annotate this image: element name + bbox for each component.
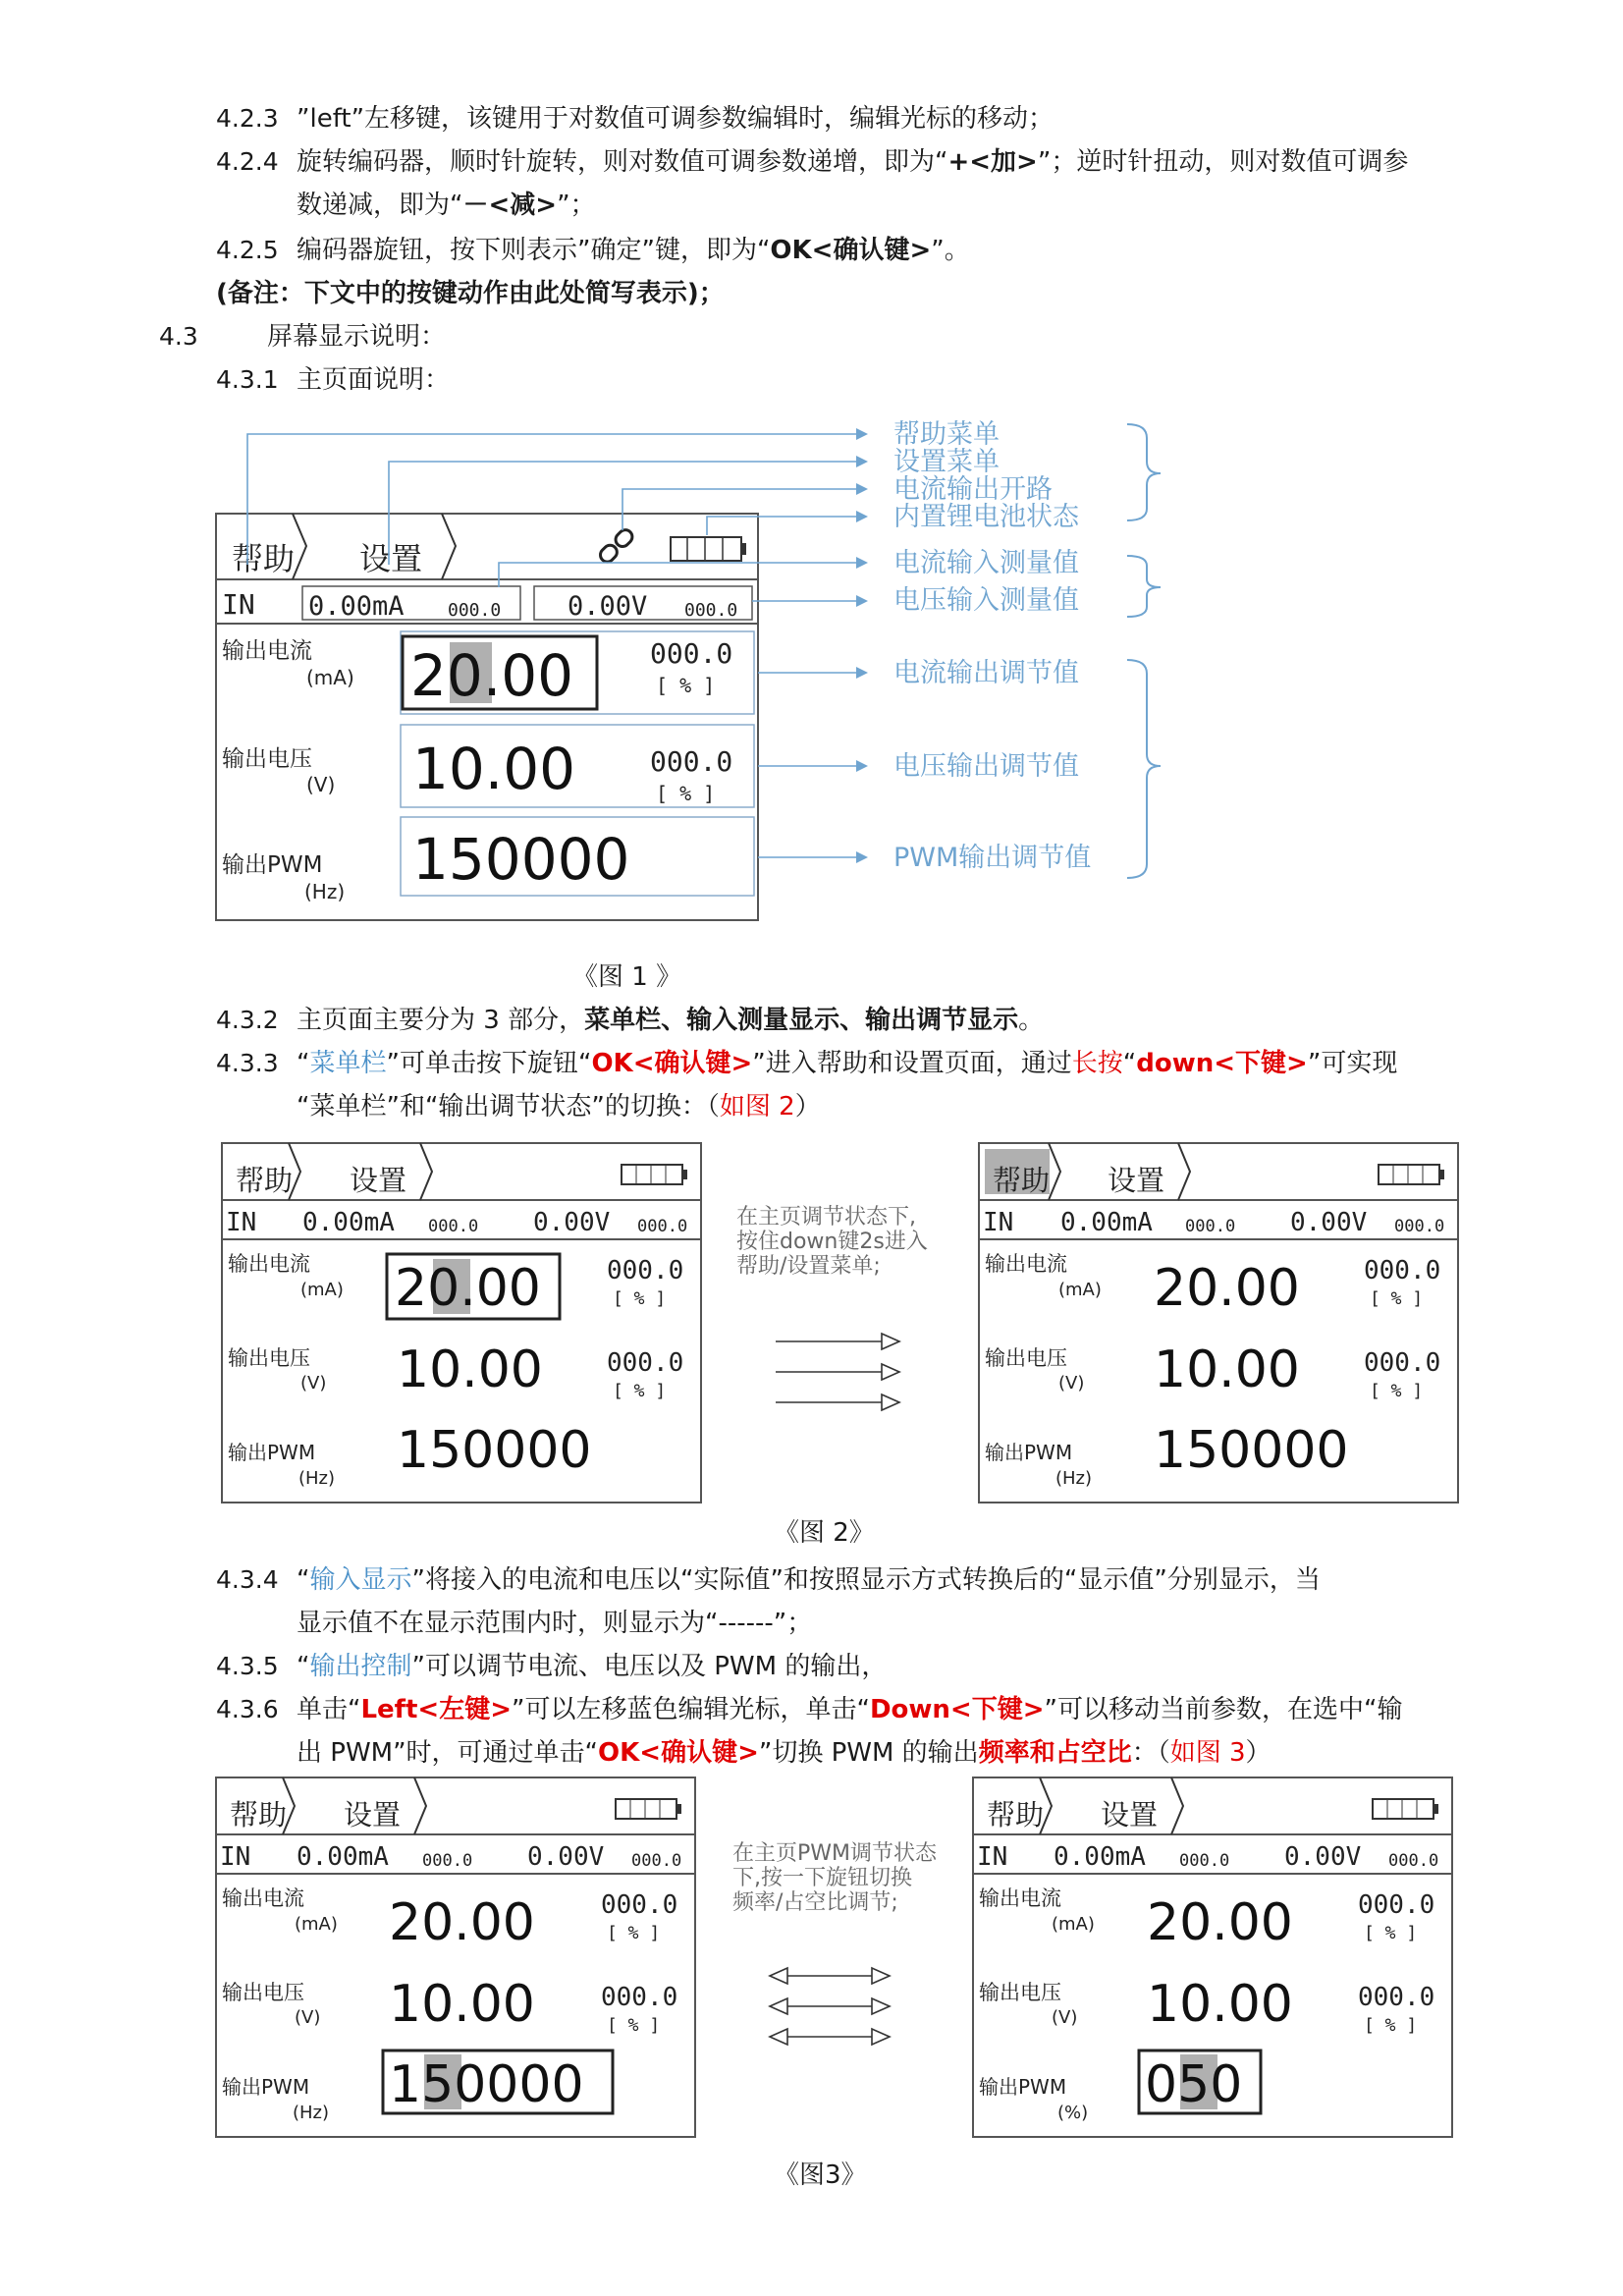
out-current-unit: (mA) bbox=[300, 1280, 344, 1300]
caption-figure-2: 《图 2》 bbox=[774, 1518, 875, 1548]
out-current-percent: 000.0 bbox=[650, 637, 733, 670]
para-number: 4.2.4 bbox=[216, 147, 279, 176]
out-pwm-value: 150000 bbox=[1154, 1421, 1349, 1480]
para-4-3-4-line2: 显示值不在显示范围内时，则显示为“------”； bbox=[297, 1609, 813, 1638]
percent-unit: [ % ] bbox=[1370, 1381, 1424, 1401]
out-voltage-percent: 000.0 bbox=[650, 745, 733, 778]
fig3-double-arrows bbox=[770, 1968, 890, 2045]
fig3-screen-right bbox=[973, 1777, 1452, 2137]
out-voltage-percent: 000.0 bbox=[1358, 1983, 1435, 2012]
out-current-unit: (mA) bbox=[295, 1914, 338, 1935]
in-current: 0.00mA bbox=[1054, 1842, 1146, 1872]
para-number: 4.3.2 bbox=[216, 1006, 279, 1034]
menu-help: 帮助 bbox=[232, 540, 296, 577]
menu-help: 帮助 bbox=[987, 1798, 1045, 1831]
para-4-3-6-line1: 单击“Left<左键>”可以左移蓝色编辑光标，单击“Down<下键>”可以移动当前参数，在选中“输 bbox=[297, 1695, 1403, 1724]
in-current-display: 000.0 bbox=[1179, 1851, 1230, 1871]
out-voltage-value: 10.00 bbox=[412, 736, 576, 802]
para-4-2-5: 编码器旋钮，按下则表示”确定”键，即为“OK<确认键>”。 bbox=[297, 236, 970, 265]
out-voltage-unit: (V) bbox=[1058, 1373, 1085, 1394]
out-pwm-label: 输出PWM bbox=[985, 1441, 1073, 1464]
annotation-settings-menu: 设置菜单 bbox=[893, 447, 1000, 477]
annotation-voltage-output: 电压输出调节值 bbox=[893, 751, 1079, 782]
out-voltage-label: 输出电压 bbox=[228, 1346, 310, 1370]
out-voltage-value: 10.00 bbox=[1147, 1975, 1293, 2034]
para-number: 4.3.1 bbox=[216, 365, 279, 394]
out-current-label: 输出电流 bbox=[222, 1886, 304, 1910]
out-voltage-unit: (V) bbox=[306, 773, 336, 796]
out-pwm-unit: (Hz) bbox=[298, 1468, 336, 1489]
out-current-label: 输出电流 bbox=[985, 1252, 1067, 1276]
out-current-percent: 000.0 bbox=[607, 1256, 684, 1285]
in-label: IN bbox=[226, 1208, 257, 1237]
out-pwm-unit: (Hz) bbox=[293, 2103, 330, 2123]
duty-value: 050 bbox=[1145, 2055, 1243, 2114]
menu-settings: 设置 bbox=[350, 1164, 407, 1197]
para-number: 4.2.3 bbox=[216, 104, 279, 133]
out-current-label: 输出电流 bbox=[228, 1252, 310, 1276]
percent-unit: [ % ] bbox=[1364, 2015, 1418, 2036]
out-pwm-label: 输出PWM bbox=[222, 852, 323, 878]
in-current: 0.00mA bbox=[297, 1842, 389, 1872]
in-current-display: 000.0 bbox=[422, 1851, 473, 1871]
duty-unit: (%) bbox=[1057, 2103, 1089, 2123]
para-4-3-4-line1: “输入显示”将接入的电流和电压以“实际值”和按照显示方式转换后的“显示值”分别显示，当 bbox=[297, 1565, 1321, 1595]
out-voltage-label: 输出电压 bbox=[979, 1981, 1061, 2004]
annotation-current-output: 电流输出调节值 bbox=[893, 658, 1079, 688]
in-label: IN bbox=[983, 1208, 1014, 1237]
out-voltage-unit: (V) bbox=[300, 1373, 327, 1394]
out-voltage-percent: 000.0 bbox=[1364, 1348, 1441, 1378]
menu-settings: 设置 bbox=[359, 540, 423, 577]
out-voltage-label: 输出电压 bbox=[222, 1981, 304, 2004]
percent-unit: [ % ] bbox=[656, 674, 716, 697]
svg-text:频率/占空比调节;: 频率/占空比调节; bbox=[732, 1890, 898, 1915]
in-voltage-display: 000.0 bbox=[631, 1851, 682, 1871]
para-4-2-3: ”left”左移键，该键用于对数值可调参数编辑时，编辑光标的移动； bbox=[297, 104, 1055, 134]
in-voltage: 0.00V bbox=[1290, 1208, 1368, 1237]
out-voltage-value: 10.00 bbox=[397, 1340, 543, 1399]
in-voltage-display: 000.0 bbox=[637, 1217, 688, 1236]
in-current: 0.00mA bbox=[308, 591, 405, 622]
out-current-percent: 000.0 bbox=[1358, 1890, 1435, 1920]
annotation-current-input: 电流输入测量值 bbox=[893, 548, 1079, 578]
section-number: 4.3 bbox=[159, 322, 198, 351]
out-voltage-value: 10.00 bbox=[389, 1975, 535, 2034]
out-voltage-percent: 000.0 bbox=[607, 1348, 684, 1378]
out-current-value: 20.00 bbox=[410, 642, 574, 709]
in-voltage: 0.00V bbox=[527, 1842, 605, 1872]
out-current-value: 20.00 bbox=[389, 1893, 535, 1952]
svg-text:下,按一下旋钮切换: 下,按一下旋钮切换 bbox=[732, 1866, 912, 1890]
in-voltage-display: 000.0 bbox=[1388, 1851, 1439, 1871]
percent-unit: [ % ] bbox=[613, 1288, 667, 1309]
in-label: IN bbox=[977, 1842, 1008, 1872]
out-pwm-label: 输出PWM bbox=[222, 2075, 310, 2099]
para-4-3-6-line2: 出 PWM”时，可通过单击“OK<确认键>”切换 PWM 的输出频率和占空比：（如图 3） bbox=[297, 1738, 1271, 1768]
svg-text:在主页PWM调节状态: 在主页PWM调节状态 bbox=[732, 1841, 938, 1866]
menu-help: 帮助 bbox=[236, 1164, 294, 1197]
percent-unit: [ % ] bbox=[1370, 1288, 1424, 1309]
out-voltage-label: 输出电压 bbox=[222, 746, 312, 772]
para-4-3-2: 主页面主要分为 3 部分，菜单栏、输入测量显示、输出调节显示。 bbox=[297, 1006, 1045, 1035]
percent-unit: [ % ] bbox=[607, 2015, 661, 2036]
out-voltage-unit: (V) bbox=[1052, 2007, 1078, 2028]
percent-unit: [ % ] bbox=[656, 782, 716, 805]
annotation-battery: 内置锂电池状态 bbox=[893, 502, 1079, 532]
out-pwm-value: 150000 bbox=[397, 1421, 592, 1480]
para-4-3-5: “输出控制”可以调节电流、电压以及 PWM 的输出， bbox=[297, 1652, 888, 1681]
annotation-current-open: 电流输出开路 bbox=[893, 474, 1053, 505]
para-number: 4.3.5 bbox=[216, 1652, 279, 1680]
out-current-label: 输出电流 bbox=[222, 638, 312, 664]
out-current-percent: 000.0 bbox=[1364, 1256, 1441, 1285]
in-label: IN bbox=[220, 1842, 251, 1872]
para-number: 4.3.4 bbox=[216, 1565, 279, 1594]
menu-settings: 设置 bbox=[1101, 1798, 1159, 1831]
in-voltage: 0.00V bbox=[1284, 1842, 1362, 1872]
para-number: 4.2.5 bbox=[216, 236, 279, 264]
out-pwm-label: 输出PWM bbox=[979, 2075, 1067, 2099]
annotation-pwm-output: PWM输出调节值 bbox=[893, 843, 1092, 873]
out-current-label: 输出电流 bbox=[979, 1886, 1061, 1910]
out-current-unit: (mA) bbox=[1058, 1280, 1102, 1300]
para-4-3-3-line1: “菜单栏”可单击按下旋钮“OK<确认键>”进入帮助和设置页面，通过长按“down<下键>”可实现 bbox=[297, 1049, 1398, 1078]
para-4-2-4-line1: 旋转编码器，顺时针旋转，则对数值可调参数递增，即为“+<加>”；逆时针扭动，则对数值可调参 bbox=[297, 147, 1409, 177]
svg-text:在主页调节状态下,: 在主页调节状态下, bbox=[736, 1205, 916, 1230]
in-voltage: 0.00V bbox=[533, 1208, 611, 1237]
in-current-display: 000.0 bbox=[1185, 1217, 1236, 1236]
in-voltage-display: 000.0 bbox=[1394, 1217, 1445, 1236]
percent-unit: [ % ] bbox=[607, 1923, 661, 1943]
note: (备注：下文中的按键动作由此处简写表示)； bbox=[216, 279, 725, 308]
out-voltage-unit: (V) bbox=[295, 2007, 321, 2028]
percent-unit: [ % ] bbox=[1364, 1923, 1418, 1943]
menu-help: 帮助 bbox=[230, 1798, 288, 1831]
svg-text:20.00: 20.00 bbox=[395, 1259, 541, 1318]
fig3-description bbox=[732, 1841, 938, 1915]
out-current-value: 20.00 bbox=[1147, 1893, 1293, 1952]
out-voltage-percent: 000.0 bbox=[601, 1983, 678, 2012]
svg-text:按住down键2s进入: 按住down键2s进入 bbox=[736, 1230, 928, 1254]
in-current: 0.00mA bbox=[302, 1208, 395, 1237]
para-number: 4.3.3 bbox=[216, 1049, 279, 1077]
in-voltage-display: 000.0 bbox=[684, 600, 738, 621]
in-current: 0.00mA bbox=[1060, 1208, 1153, 1237]
out-current-unit: (mA) bbox=[1052, 1914, 1095, 1935]
menu-help: 帮助 bbox=[993, 1164, 1051, 1197]
out-pwm-label: 输出PWM bbox=[228, 1441, 316, 1464]
out-current-unit: (mA) bbox=[306, 666, 354, 689]
percent-unit: [ % ] bbox=[613, 1381, 667, 1401]
caption-figure-1: 《图 1 》 bbox=[572, 962, 682, 992]
out-pwm-unit: (Hz) bbox=[304, 880, 346, 903]
section-4-3-1-title: 主页面说明： bbox=[297, 365, 451, 395]
menu-settings: 设置 bbox=[1108, 1164, 1165, 1197]
svg-text:帮助/设置菜单;: 帮助/设置菜单; bbox=[736, 1254, 881, 1279]
annotation-voltage-input: 电压输入测量值 bbox=[893, 585, 1079, 616]
out-pwm-value: 150000 bbox=[389, 2055, 584, 2114]
out-voltage-label: 输出电压 bbox=[985, 1346, 1067, 1370]
out-pwm-value: 150000 bbox=[412, 826, 630, 893]
out-pwm-unit: (Hz) bbox=[1055, 1468, 1093, 1489]
para-number: 4.3.6 bbox=[216, 1695, 279, 1723]
out-current-value: 20.00 bbox=[1154, 1259, 1300, 1318]
in-current-display: 000.0 bbox=[428, 1217, 479, 1236]
fig3-screen-left bbox=[216, 1777, 695, 2137]
in-current-display: 000.0 bbox=[448, 600, 502, 621]
in-voltage: 0.00V bbox=[568, 591, 648, 622]
section-4-3-title: 屏幕显示说明： bbox=[267, 322, 447, 352]
caption-figure-3: 《图3》 bbox=[774, 2160, 867, 2190]
annotation-help-menu: 帮助菜单 bbox=[893, 419, 1000, 450]
out-current-percent: 000.0 bbox=[601, 1890, 678, 1920]
para-4-3-3-line2: “菜单栏”和“输出调节状态”的切换：（如图 2） bbox=[297, 1092, 821, 1121]
in-label: IN bbox=[222, 588, 255, 621]
para-4-2-4-line2: 数递减，即为“－<减>”； bbox=[297, 191, 596, 220]
out-voltage-value: 10.00 bbox=[1154, 1340, 1300, 1399]
menu-settings: 设置 bbox=[344, 1798, 402, 1831]
